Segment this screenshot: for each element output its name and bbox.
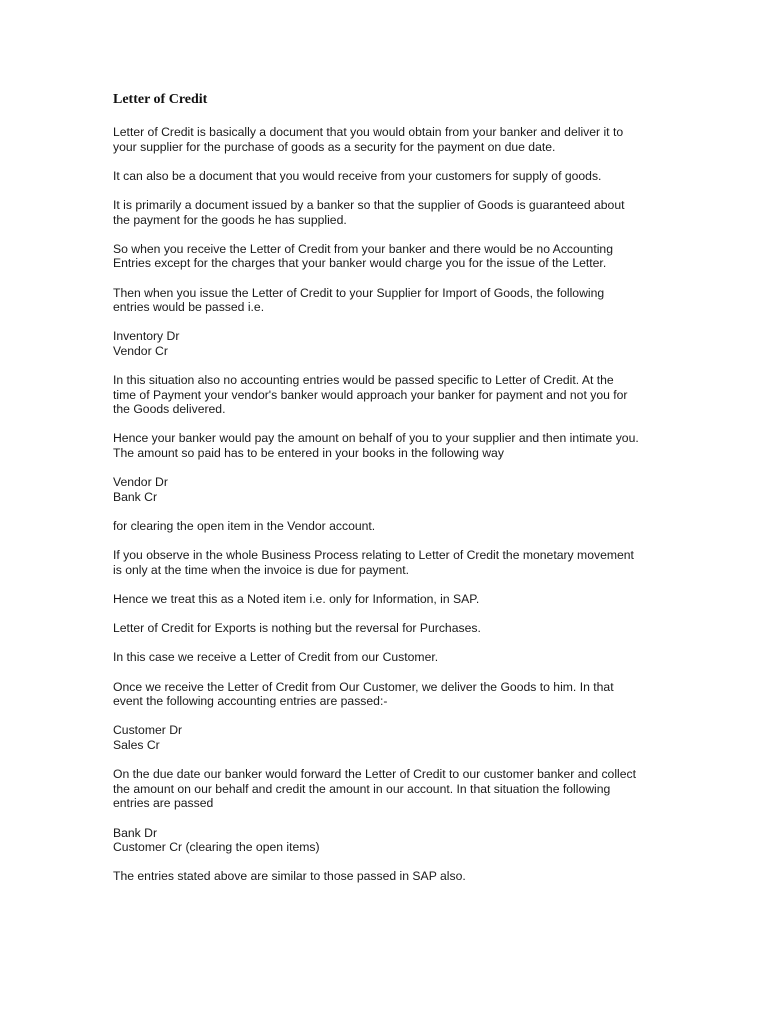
text-line: Letter of Credit for Exports is nothing but the reversal for Purchases. bbox=[113, 621, 481, 636]
paragraph bbox=[113, 519, 658, 534]
text-line: It can also be a document that you would receive from your customers for supply of goods. bbox=[113, 168, 602, 183]
text-line: the amount on our behalf and credit the amount in our account. In that situation the following bbox=[113, 781, 611, 796]
text-line: Bank Dr bbox=[113, 825, 158, 840]
text-line: On the due date our banker would forward the Letter of Credit to our customer banker and collect bbox=[113, 767, 637, 782]
text-line: Customer Cr (clearing the open items) bbox=[113, 840, 320, 855]
paragraph bbox=[113, 767, 658, 811]
text-line: Hence we treat this as a Noted item i.e. only for Information, in SAP. bbox=[113, 592, 480, 606]
text-line: In this situation also no accounting entries would be passed specific to Letter of Credit. At the bbox=[113, 373, 614, 388]
text-line: Bank Cr bbox=[113, 489, 158, 504]
paragraph bbox=[113, 592, 658, 607]
text-line: So when you receive the Letter of Credit from your banker and there would be no Accounting bbox=[113, 241, 613, 256]
paragraph bbox=[113, 475, 658, 504]
paragraph bbox=[113, 723, 658, 752]
paragraph bbox=[113, 242, 658, 271]
paragraph bbox=[113, 431, 658, 460]
text-line: It is primarily a document issued by a banker so that the supplier of Goods is guaranteed about bbox=[113, 197, 625, 212]
paragraph bbox=[113, 826, 658, 855]
paragraph bbox=[113, 125, 658, 154]
text-line: Vendor Cr bbox=[113, 343, 168, 358]
text-line: Then when you issue the Letter of Credit to your Supplier for Import of Goods, the following bbox=[113, 285, 605, 300]
text-line: Hence your banker would pay the amount on behalf of you to your supplier and then intimate you. bbox=[113, 431, 639, 446]
paragraph bbox=[113, 621, 658, 636]
text-line: Entries except for the charges that your banker would charge you for the issue of the Letter. bbox=[113, 256, 607, 271]
paragraph bbox=[113, 650, 658, 665]
text-line: Once we receive the Letter of Credit from Our Customer, we deliver the Goods to him. In that bbox=[113, 679, 614, 694]
paragraph-list bbox=[113, 125, 658, 884]
text-line: the Goods delivered. bbox=[113, 402, 226, 417]
paragraph bbox=[113, 286, 658, 315]
paragraph bbox=[113, 548, 658, 577]
text-line: Letter of Credit is basically a document that you would obtain from your banker and deliver it to bbox=[113, 125, 624, 139]
document-title: Letter of Credit bbox=[113, 92, 208, 107]
text-line: Sales Cr bbox=[113, 737, 160, 752]
paragraph bbox=[113, 680, 658, 709]
text-line: entries are passed bbox=[113, 796, 214, 811]
text-line: time of Payment your vendor's banker would approach your banker for payment and not you for bbox=[113, 387, 628, 402]
text-line: the payment for the goods he has supplied. bbox=[113, 212, 347, 227]
text-line: The entries stated above are similar to those passed in SAP also. bbox=[113, 869, 466, 884]
text-line: Customer Dr bbox=[113, 723, 183, 738]
text-line: your supplier for the purchase of goods as a security for the payment on due date. bbox=[113, 139, 556, 154]
paragraph bbox=[113, 169, 658, 184]
paragraph bbox=[113, 373, 658, 417]
text-line: Inventory Dr bbox=[113, 329, 180, 344]
text-line: The amount so paid has to be entered in your books in the following way bbox=[113, 446, 504, 461]
text-line: for clearing the open item in the Vendor account. bbox=[113, 519, 376, 534]
document-body bbox=[113, 92, 658, 898]
paragraph bbox=[113, 329, 658, 358]
text-line: is only at the time when the invoice is due for payment. bbox=[113, 562, 410, 577]
text-line: In this case we receive a Letter of Credit from our Customer. bbox=[113, 650, 439, 665]
paragraph bbox=[113, 869, 658, 884]
paragraph bbox=[113, 198, 658, 227]
text-line: If you observe in the whole Business Process relating to Letter of Credit the monetary movement bbox=[113, 548, 634, 563]
text-line: Vendor Dr bbox=[113, 475, 168, 490]
text-line: event the following accounting entries are passed:- bbox=[113, 694, 388, 709]
text-line: entries would be passed i.e. bbox=[113, 300, 265, 315]
